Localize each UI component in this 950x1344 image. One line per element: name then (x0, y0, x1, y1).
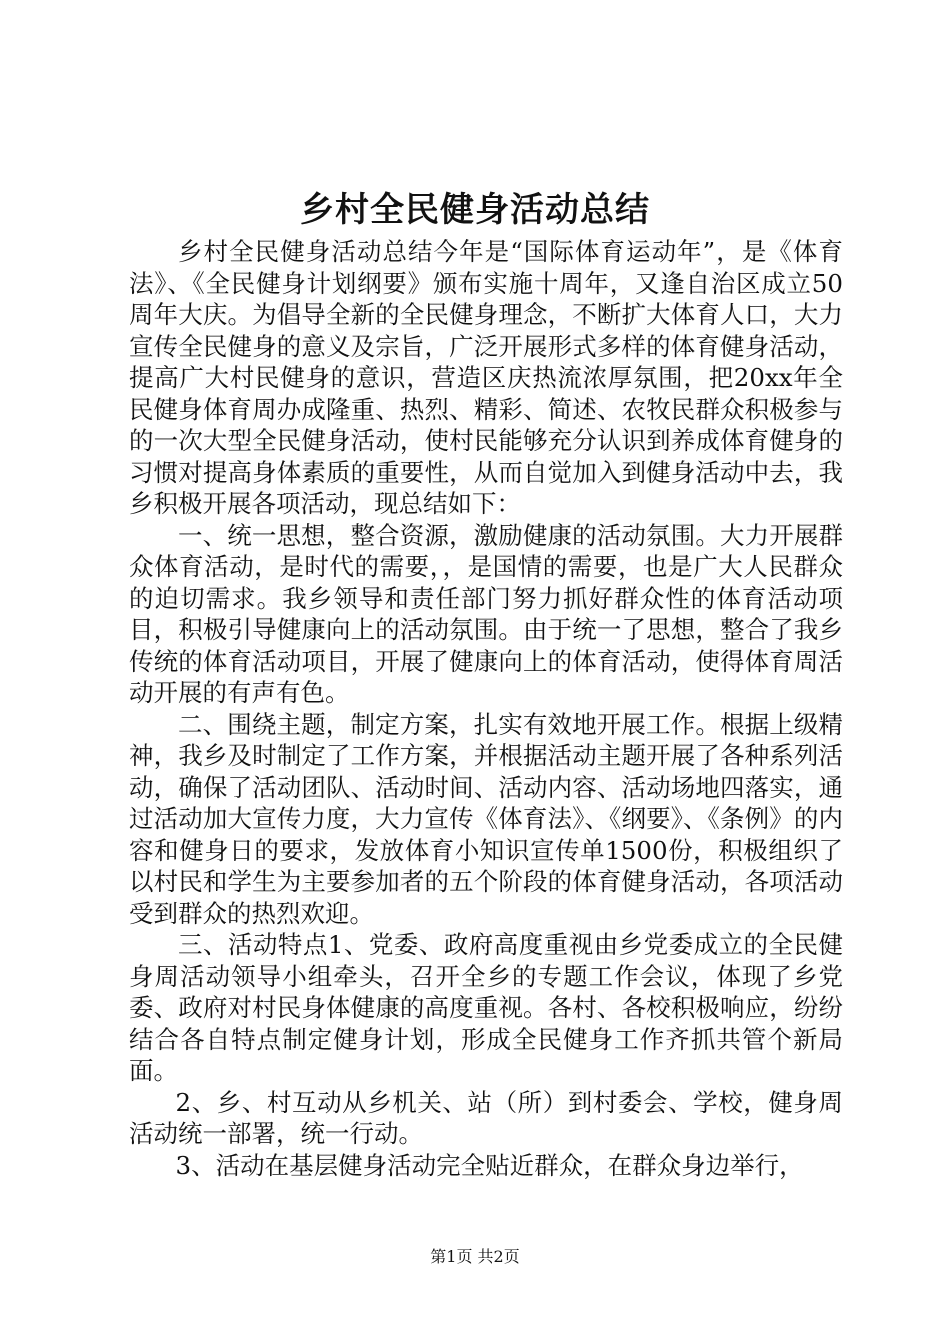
paragraph-section-1: 一、统一思想，整合资源，激励健康的活动氛围。大力开展群众体育活动，是时代的需要，，是国情的需要，也是广大人民群众的迫切需求。我乡领导和责任部门努力抓好群众性的体育活动项目，积极引导健康向上的活动氛围。由于统一了思想，整合了我乡传统的体育活动项目，开展了健康向上的体育活动，使得体育周活动开展的有声有色。 (129, 520, 843, 707)
paragraph-point-3: 3、活动在基层健身活动完全贴近群众，在群众身边举行， (175, 1150, 804, 1180)
document-body (129, 236, 843, 1181)
document-title: 乡村全民健身活动总结 (300, 190, 650, 230)
paragraph-section-2: 二、围绕主题，制定方案，扎实有效地开展工作。根据上级精神，我乡及时制定了工作方案，并根据活动主题开展了各种系列活动，确保了活动团队、活动时间、活动内容、活动场地四落实，通过活动加大宣传力度，大力宣传《体育法》、《纲要》、《条例》的内容和健身日的要求，发放体育小知识宣传单1500份，积极组织了以村民和学生为主要参加者的五个阶段的体育健身活动，各项活动受到群众的热烈欢迎。 (129, 709, 843, 928)
paragraph-section-3: 三、活动特点1、党委、政府高度重视由乡党委成立的全民健身周活动领导小组牵头，召开全乡的专题工作会议，体现了乡党委、政府对村民身体健康的高度重视。各村、各校积极响应，纷纷结合各自特点制定健身计划，形成全民健身工作齐抓共管个新局面。 (129, 930, 843, 1085)
paragraph-intro: 乡村全民健身活动总结今年是“国际体育运动年”，是《体育法》、《全民健身计划纲要》颁布实施十周年，又逢自治区成立50周年大庆。为倡导全新的全民健身理念，不断扩大体育人口，大力宣传全民健身的意义及宗旨，广泛开展形式多样的体育健身活动，提高广大村民健身的意识，营造区庆热流浓厚氛围，把20xx年全民健身体育周办成隆重、热烈、精彩、简述、农牧民群众积极参与的一次大型全民健身活动，使村民能够充分认识到养成体育健身的习惯对提高身体素质的重要性，从而自觉加入到健身活动中去，我乡积极开展各项活动，现总结如下： (129, 237, 843, 518)
page-number-footer: 第1页 共2页 (430, 1247, 520, 1266)
paragraph-point-2: 2、乡、村互动从乡机关、站（所）到村委会、学校，健身周活动统一部署，统一行动。 (129, 1087, 843, 1148)
